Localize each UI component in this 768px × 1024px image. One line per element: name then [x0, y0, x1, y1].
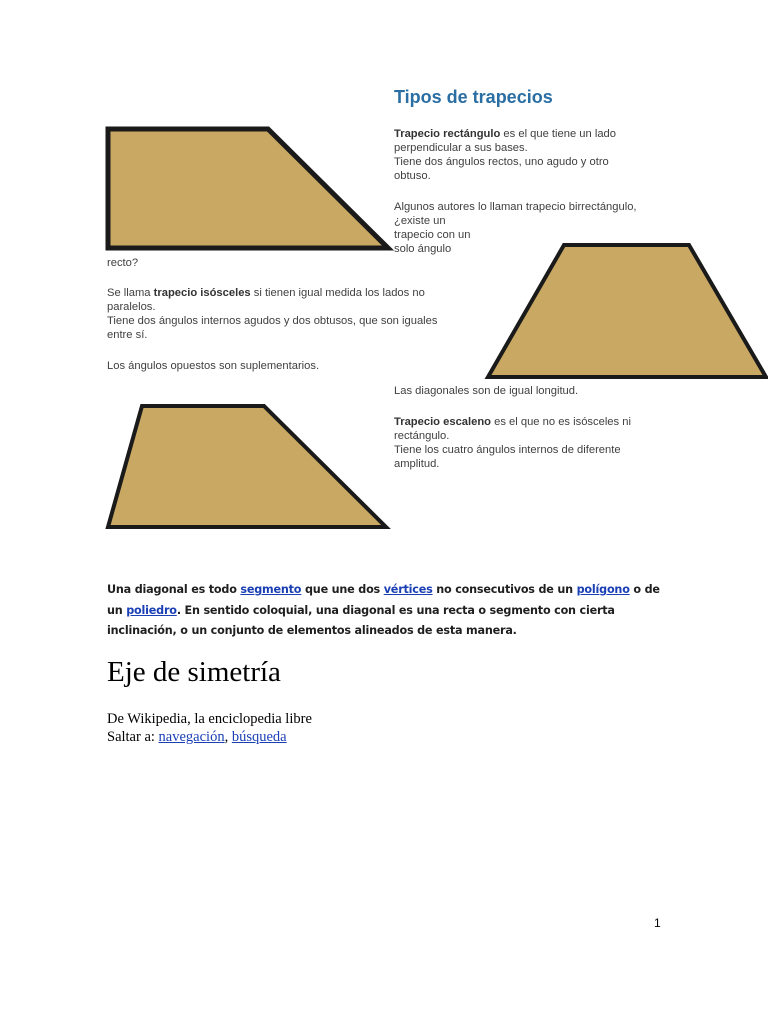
scalene-trapezoid-figure [104, 402, 394, 532]
rectangulo-term: Trapecio rectángulo [394, 128, 501, 140]
question-line-2: ¿existe un [394, 215, 446, 227]
section-title: Tipos de trapecios [394, 87, 553, 107]
rectangulo-description [394, 127, 616, 183]
page-number: 1 [654, 916, 661, 930]
escaleno-line-2: rectángulo. [394, 430, 450, 442]
right-trapezoid-figure [104, 125, 394, 253]
link-poligono[interactable]: polígono [576, 583, 630, 596]
escaleno-line-1: Trapecio escaleno es el que no es isósceles ni [394, 416, 631, 428]
rectangulo-question [394, 200, 637, 256]
isosceles-description [107, 286, 437, 342]
rectangulo-line-1: Trapecio rectángulo es el que tiene un lado [394, 128, 617, 140]
question-line-5: recto? [107, 257, 139, 269]
question-line-3: trapecio con un [394, 229, 471, 241]
article-heading: Eje de simetría [107, 656, 281, 688]
link-navegacion[interactable]: navegación [158, 729, 225, 745]
link-segmento[interactable]: segmento [240, 583, 302, 596]
jump-to-line: Saltar a: navegación, búsqueda [107, 729, 287, 745]
isosceles-line-3: Tiene dos ángulos internos agudos y dos obtusos, que son iguales [107, 315, 438, 327]
question-line-1: Algunos autores lo llaman trapecio birrectángulo, [394, 201, 637, 213]
rectangulo-line-3: Tiene dos ángulos rectos, uno agudo y otro [394, 156, 609, 168]
link-poliedro[interactable]: poliedro [126, 603, 177, 617]
isosceles-line-2: paralelos. [107, 301, 156, 313]
isosceles-line-4: entre sí. [107, 329, 148, 341]
escaleno-term: Trapecio escaleno [394, 416, 492, 428]
link-busqueda[interactable]: búsqueda [231, 729, 287, 745]
diagonal-definition: Una diagonal es todo segmento que une dos vértices no consecutivos de un polígono o de un poliedro. En sentido coloquial, una diagonal es una recta o segmento con cierta inclinación, o un conjunto de elementos alineados de esta manera. [107, 583, 660, 637]
escaleno-line-4: amplitud. [394, 458, 440, 470]
rectangulo-line-2: perpendicular a sus bases. [394, 142, 528, 154]
isosceles-term: trapecio isósceles [153, 287, 251, 299]
isosceles-opposite-angles: Los ángulos opuestos son suplementarios. [107, 360, 320, 372]
isosceles-diagonals: Las diagonales son de igual longitud. [394, 385, 579, 397]
escaleno-description [394, 415, 631, 471]
article-source: De Wikipedia, la enciclopedia libre [107, 711, 312, 727]
question-line-4: solo ángulo [394, 243, 452, 255]
isosceles-line-1: Se llama trapecio isósceles si tienen igual medida los lados no [107, 287, 425, 299]
link-vertices[interactable]: vértices [383, 583, 433, 596]
isosceles-trapezoid-figure [484, 241, 768, 381]
escaleno-line-3: Tiene los cuatro ángulos internos de diferente [394, 444, 621, 456]
rectangulo-line-4: obtuso. [394, 170, 431, 182]
